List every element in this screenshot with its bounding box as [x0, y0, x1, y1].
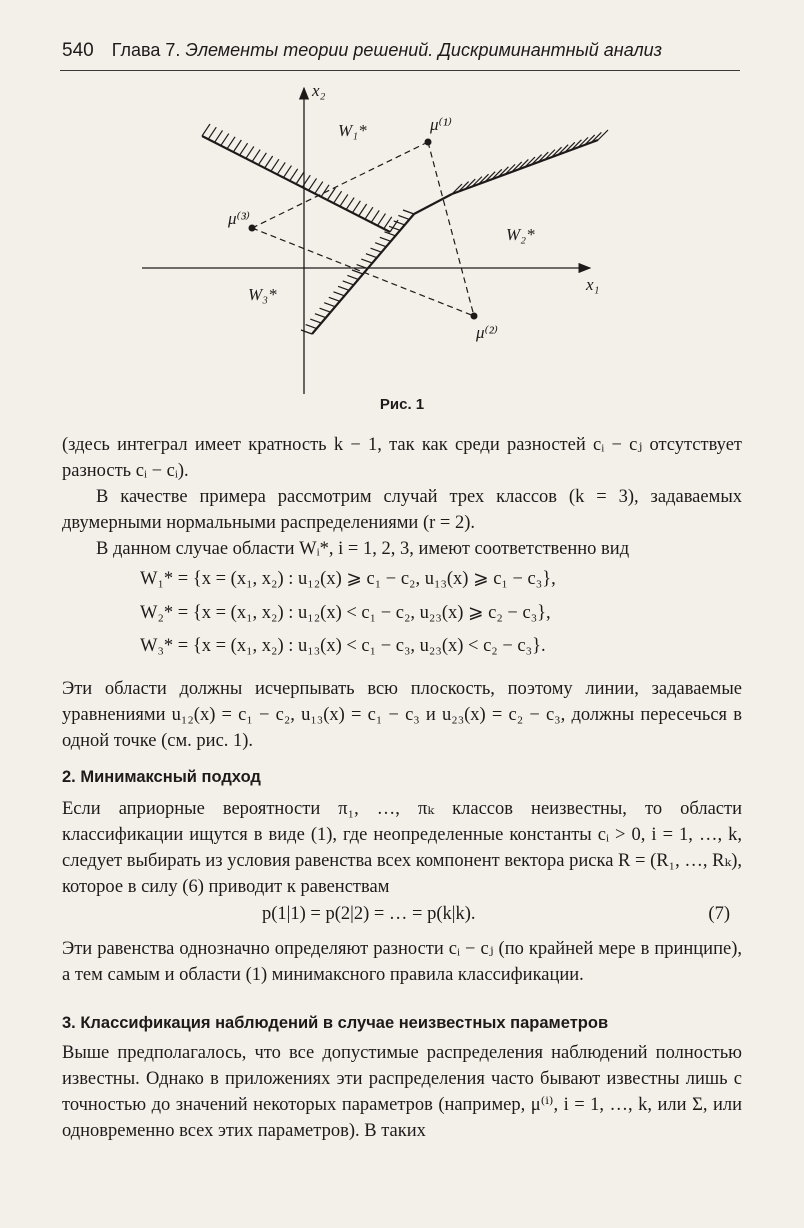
hatch-mark: [320, 308, 331, 312]
chapter-title: Элементы теории решений. Дискриминантный анализ: [185, 40, 663, 60]
paragraph-4: Эти области должны исчерпывать всю плоскость, поэтому линии, задаваемые уравнениями u₁₂(x) = c₁ − c₂, u₁₃(x) = c₁ − c₃ и u₂₃(x) = c₂ − c₃, должны пересечься в одной точке (см. рис. 1).: [62, 679, 742, 751]
w2-label: W₂*: [506, 225, 535, 244]
mu2-label: μ⁽²⁾: [476, 323, 498, 342]
hatch-mark: [377, 214, 385, 226]
hatch-mark: [329, 297, 340, 301]
hatch-mark: [221, 134, 229, 146]
equation-7-number: (7): [708, 904, 730, 924]
paragraph-7: Выше предполагалось, что все допустимые распределения наблюдений полностью известны. Однако в приложениях эти распределения часто бывают известны лишь с точностью до значений некоторых параметров (например, μ⁽ⁱ⁾, i = 1, …, k, или Σ, или одновременно всех этих параметров). В таких: [62, 1043, 742, 1141]
paragraph-3: В данном случае области Wᵢ*, i = 1, 2, 3, имеют соответственно вид: [96, 539, 630, 559]
dashed-mu1-mu3: [252, 142, 428, 228]
paragraph-5: Если априорные вероятности π₁, …, πₖ классов неизвестны, то области классификации ищутся в виде (1), где неопределенные константы cᵢ > 0, i = 1, …, k, следует выбирать из условия равенства всех компонент вектора риска R = (R₁, …, Rₖ), которое в силу (6) приводит к равенствам: [62, 799, 742, 897]
hatch-mark: [310, 319, 321, 323]
w3-label: W₃*: [248, 285, 277, 304]
w1-label: W₁*: [338, 121, 367, 140]
hatch-mark: [389, 226, 400, 230]
hatch-mark: [265, 156, 273, 168]
equation-w2: W₂* = {x = (x₁, x₂) : u₁₂(x) < c₁ − c₂, u₂₃(x) ⩾ c₂ − c₃},: [140, 603, 551, 623]
figure-1: [140, 82, 620, 414]
decision-boundaries: [202, 136, 598, 334]
hatch-mark: [290, 169, 298, 181]
header-rule: [60, 70, 740, 71]
boundary-line-3: [312, 214, 414, 334]
page-number: 540: [62, 40, 94, 61]
paragraph-1: (здесь интеграл имеет кратность k − 1, так как среди разностей cᵢ − cⱼ отсутствует разность cᵢ − cᵢ).: [62, 435, 742, 481]
section-2-heading: 2. Минимаксный подход: [62, 768, 261, 786]
hatch-mark: [352, 270, 363, 274]
chapter-label: Глава 7.: [111, 40, 181, 60]
hatch-mark: [233, 140, 241, 152]
hatch-mark: [283, 166, 291, 178]
paragraph-2: В качестве примера рассмотрим случай трех классов (k = 3), задаваемых двумерными нормальными распределениями (r = 2).: [62, 487, 742, 533]
hatch-mark: [240, 143, 248, 155]
hatch-mark: [361, 259, 372, 263]
hatch-mark: [346, 198, 354, 210]
hatch-mark: [309, 178, 317, 190]
hatch-mark: [359, 204, 367, 216]
hatch-mark: [315, 314, 326, 318]
equation-7: p(1|1) = p(2|2) = … = p(k|k).: [262, 904, 476, 924]
hatch-mark: [398, 215, 409, 219]
hatch-mark: [301, 330, 312, 334]
hatch-mark: [277, 162, 285, 174]
hatch-mark: [333, 292, 344, 296]
hatch-mark: [375, 243, 386, 247]
section-3-heading: 3. Классификация наблюдений в случае неизвестных параметров: [62, 1014, 609, 1032]
hatch-mark: [296, 172, 304, 184]
paragraph-6: Эти равенства однозначно определяют разности cᵢ − cⱼ (по крайней мере в принципе), а тем самым и области (1) минимаксного правила классификации.: [62, 939, 742, 985]
hatch-mark: [343, 281, 354, 285]
hatch-mark: [252, 150, 260, 162]
dashed-mu3-mu2: [252, 228, 474, 316]
hatch-mark: [324, 303, 335, 307]
hatch-mark: [258, 153, 266, 165]
dashed-connections: [252, 142, 474, 316]
hatch-mark: [403, 210, 414, 214]
figure-caption: Рис. 1: [379, 396, 425, 413]
mu3-label: μ⁽³⁾: [228, 209, 250, 228]
hatch-mark: [306, 325, 317, 329]
hatch-mark: [202, 124, 210, 136]
hatch-mark: [340, 194, 348, 206]
hatch-mark: [347, 275, 358, 279]
hatch-mark: [365, 207, 373, 219]
hatch-mark: [352, 201, 360, 213]
hatch-mark: [366, 254, 377, 258]
equation-w3: W₃* = {x = (x₁, x₂) : u₁₃(x) < c₁ − c₃, u₂₃(x) < c₂ − c₃}.: [140, 636, 546, 656]
mu1-label: μ⁽¹⁾: [430, 115, 452, 134]
hatch-mark: [246, 146, 254, 158]
hatch-mark: [338, 286, 349, 290]
hatch-mark: [227, 137, 235, 149]
mu1-point: [425, 139, 432, 146]
boundary-line-2: [452, 140, 598, 194]
hatch-mark: [334, 191, 342, 203]
hatch-mark: [327, 188, 335, 200]
mu2-point: [471, 313, 478, 320]
x2-label: x₂: [312, 82, 326, 100]
hatch-mark: [215, 130, 223, 142]
hatch-mark: [371, 248, 382, 252]
hatch-mark: [380, 237, 391, 241]
dashed-mu1-mu2: [428, 142, 474, 316]
hatch-mark: [208, 127, 216, 139]
hatch-mark: [315, 182, 323, 194]
hatch-mark: [371, 210, 379, 222]
running-header: [62, 40, 752, 62]
hatch-mark: [271, 159, 279, 171]
hatch-mark: [384, 232, 395, 236]
x1-label: x₁: [586, 275, 600, 294]
equation-w1: W₁* = {x = (x₁, x₂) : u₁₂(x) ⩾ c₁ − c₂, u₁₃(x) ⩾ c₁ − c₃},: [140, 569, 556, 589]
